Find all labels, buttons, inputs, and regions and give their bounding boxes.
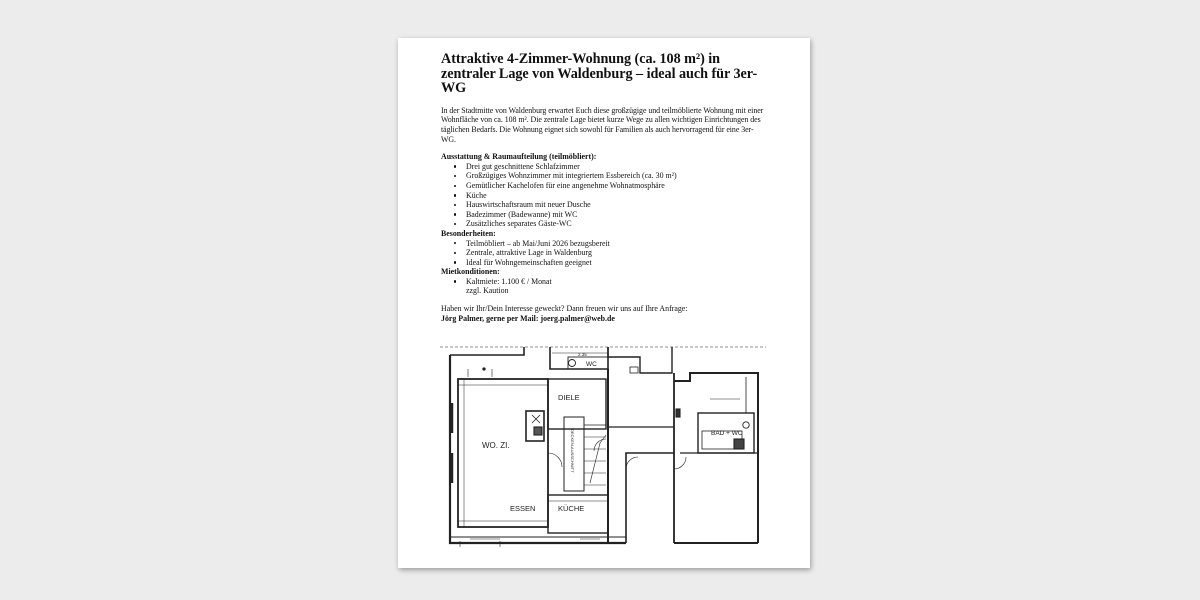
list-item: Drei gut geschnittene Schlafzimmer: [466, 162, 768, 172]
intro-paragraph: In der Stadtmitte von Waldenburg erwartet Euch diese großzügige und teilmöblierte Wohnung mit einer Wohnfläche von ca. 108 m². Die zentrale Lage bietet kurze Wege zu allen wichtigen Einrichtungen des täglichen Bedarfs. Die Wohnung eignet sich sowohl für Familien als auch hervorragend für eine 3er-WG.: [441, 105, 764, 144]
list-item: Ideal für Wohngemeinschaften geeignet: [466, 258, 768, 268]
floor-plan-image: [440, 343, 766, 549]
list-item: Teilmöbliert – ab Mai/Juni 2026 bezugsbereit: [466, 239, 768, 249]
features-section: [441, 152, 768, 229]
floorplan-label-essen: ESSEN: [510, 504, 536, 513]
rent-section: [441, 267, 768, 296]
list-item: Zusätzliches separates Gäste-WC: [466, 219, 768, 229]
list-item: Hauswirtschaftsraum mit neuer Dusche: [466, 200, 768, 210]
specials-section: [441, 229, 768, 267]
features-list: [441, 162, 768, 229]
floorplan-label-bad: BAD + WC: [711, 430, 743, 437]
floorplan-label-kueche: KÜCHE: [558, 504, 585, 513]
floorplan-label-wc: WC: [586, 361, 597, 368]
list-item: Küche: [466, 191, 768, 201]
list-item: Gemütlicher Kachelofen für eine angenehme Wohnatmosphäre: [466, 181, 768, 191]
floorplan-label-diele: DIELE: [558, 393, 580, 402]
section-heading: Besonderheiten:: [441, 228, 496, 238]
contact-text: Haben wir Ihr/Dein Interesse geweckt? Dann freuen wir uns auf Ihre Anfrage:: [441, 304, 688, 314]
page-title: Attraktive 4-Zimmer-Wohnung (ca. 108 m²) in zentraler Lage von Waldenburg – ideal auch für 3er-WG: [441, 51, 758, 97]
floorplan-label-dim: 2.35: [578, 352, 587, 357]
rent-list: [441, 277, 768, 296]
list-item: Kaltmiete: 1.100 € / Monat: [466, 277, 768, 287]
contact-email: Jörg Palmer, gerne per Mail: joerg.palmer@web.de: [441, 313, 615, 323]
list-item: zzgl. Kaution: [466, 286, 509, 296]
section-heading: Ausstattung & Raumaufteilung (teilmöbliert):: [441, 152, 597, 162]
floorplan-label-ausschnitt: DECKEN-AUSSCHNITT: [570, 429, 575, 473]
contact-block: [441, 304, 768, 323]
floorplan-label-wozi: WO. ZI.: [482, 441, 510, 450]
list-item: Großzügiges Wohnzimmer mit integriertem Essbereich (ca. 30 m²): [466, 171, 768, 181]
list-item: Zentrale, attraktive Lage in Waldenburg: [466, 248, 768, 258]
section-heading: Mietkonditionen:: [441, 267, 500, 277]
list-item: Badezimmer (Badewanne) mit WC: [466, 210, 768, 220]
document-page: [398, 38, 810, 568]
specials-list: [441, 239, 768, 268]
